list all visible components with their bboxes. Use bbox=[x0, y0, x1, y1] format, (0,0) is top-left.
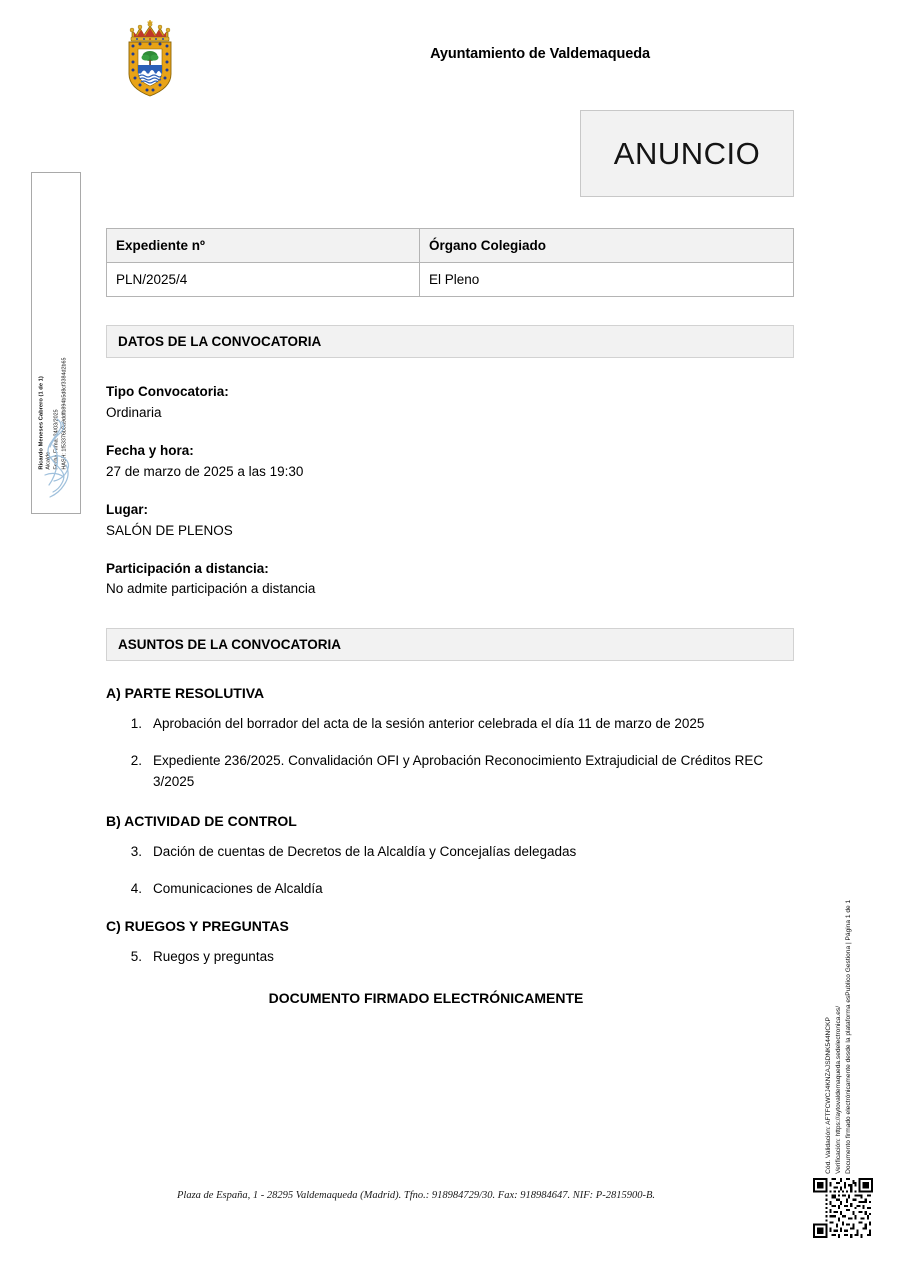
validation-verification-url: Verificación: https://aytovaldemaqueda.sedelectronica.es/ bbox=[835, 1005, 843, 1174]
agenda-item bbox=[106, 947, 794, 968]
agenda-item-text: Comunicaciones de Alcaldía bbox=[153, 881, 323, 897]
table-row bbox=[107, 263, 794, 297]
validation-platform-note: Documento firmado electrónicamente desde la plataforma esPublico Gestiona | Página 1 de 1 bbox=[844, 899, 852, 1174]
agenda-item-number: 2. bbox=[130, 753, 142, 769]
signature-hash: HASH: 1f53376b8a9ddfb894b5d8cf3384d2b65 bbox=[60, 357, 67, 470]
column-header-organo: Órgano Colegiado bbox=[420, 229, 794, 263]
cell-organo-value: El Pleno bbox=[420, 263, 794, 297]
agenda-item-number: 5. bbox=[130, 948, 142, 964]
agenda-item-text: Ruegos y preguntas bbox=[153, 948, 274, 964]
validation-code: Cód. Validación: AFTFCWCJ4KNZAJSDNK544NCKP bbox=[825, 1017, 833, 1174]
page-title: Ayuntamiento de Valdemaqueda bbox=[430, 46, 650, 62]
field-label: Participación a distancia: bbox=[106, 560, 269, 576]
field-participacion-distancia bbox=[106, 559, 794, 601]
expediente-table bbox=[106, 228, 794, 297]
signature-date: Fecha Firma: 24/03/2025 bbox=[53, 409, 60, 470]
cell-expediente-number: PLN/2025/4 bbox=[107, 263, 420, 297]
document-type-box bbox=[580, 110, 794, 197]
agenda-item-number: 3. bbox=[130, 844, 142, 860]
agenda-group-b bbox=[106, 811, 794, 900]
document-body bbox=[106, 228, 794, 1006]
signature-signer-name: Ricardo Meneses Cabrero (1 de 1) bbox=[38, 376, 45, 470]
agenda-item bbox=[106, 879, 794, 900]
field-lugar bbox=[106, 500, 794, 542]
agenda-list bbox=[106, 683, 794, 968]
field-tipo-convocatoria bbox=[106, 382, 794, 424]
table-header-row bbox=[107, 229, 794, 263]
coat-of-arms-icon bbox=[120, 18, 180, 98]
agenda-item-number: 1. bbox=[130, 716, 142, 732]
field-value: 27 de marzo de 2025 a las 19:30 bbox=[106, 463, 304, 479]
agenda-item bbox=[106, 751, 794, 793]
field-value: No admite participación a distancia bbox=[106, 581, 316, 597]
field-value: Ordinaria bbox=[106, 404, 162, 420]
agenda-group-title: C) RUEGOS Y PREGUNTAS bbox=[106, 917, 289, 934]
handwritten-signature-icon bbox=[36, 415, 76, 507]
validation-margin bbox=[822, 700, 856, 1174]
agenda-group-a bbox=[106, 683, 794, 793]
section-header-asuntos: ASUNTOS DE LA CONVOCATORIA bbox=[106, 628, 794, 661]
agenda-group-title: B) ACTIVIDAD DE CONTROL bbox=[106, 813, 297, 830]
agenda-group-c bbox=[106, 916, 794, 968]
document-header bbox=[0, 0, 900, 100]
column-header-expediente: Expediente nº bbox=[107, 229, 420, 263]
agenda-item bbox=[106, 714, 794, 735]
field-fecha-hora bbox=[106, 441, 794, 483]
agenda-item-number: 4. bbox=[130, 881, 142, 897]
agenda-item-text: Expediente 236/2025. Convalidación OFI y Aprobación Reconocimiento Extrajudicial de Créditos REC 3/2025 bbox=[153, 753, 764, 790]
agenda-item bbox=[106, 842, 794, 863]
footer-address: Plaza de España, 1 - 28295 Valdemaqueda (Madrid). Tfno.: 918984729/30. Fax: 918984647. NIF: P-2815900-B. bbox=[177, 1190, 655, 1201]
field-label: Fecha y hora: bbox=[106, 442, 194, 458]
signature-signer-role: Alcalde bbox=[45, 451, 52, 470]
validation-margin-text bbox=[824, 704, 854, 1174]
convocatoria-fields bbox=[106, 382, 794, 600]
field-label: Lugar: bbox=[106, 501, 148, 517]
agenda-item-text: Aprobación del borrador del acta de la sesión anterior celebrada el día 11 de marzo de 2025 bbox=[153, 716, 705, 732]
signature-stamp bbox=[31, 172, 81, 514]
document-type-label: ANUNCIO bbox=[613, 135, 761, 171]
section-header-datos: DATOS DE LA CONVOCATORIA bbox=[106, 325, 794, 358]
field-label: Tipo Convocatoria: bbox=[106, 384, 229, 399]
agenda-group-title: A) PARTE RESOLUTIVA bbox=[106, 685, 265, 702]
qr-code-icon bbox=[813, 1178, 873, 1238]
field-value: SALÓN DE PLENOS bbox=[106, 522, 233, 538]
electronically-signed-notice: DOCUMENTO FIRMADO ELECTRÓNICAMENTE bbox=[268, 989, 584, 1006]
agenda-item-text: Dación de cuentas de Decretos de la Alcaldía y Concejalías delegadas bbox=[153, 844, 577, 860]
